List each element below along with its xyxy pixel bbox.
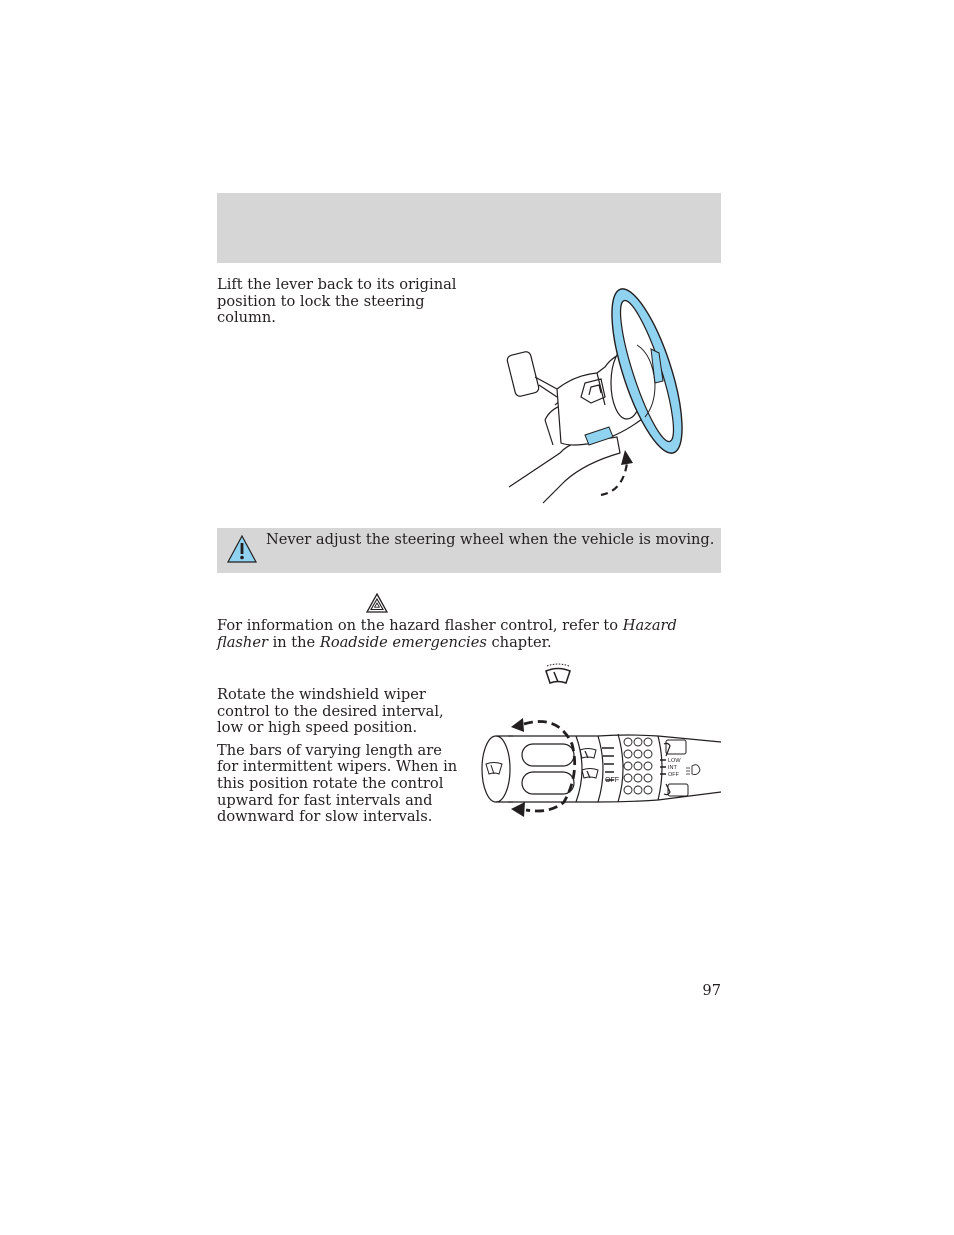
warning-box — [217, 528, 721, 573]
section-header-band — [217, 193, 721, 263]
steering-lock-paragraph: Lift the lever back to its original position to lock the steering column. — [217, 276, 457, 327]
wiper-instructions — [217, 687, 467, 832]
windshield-wiper-icon — [543, 663, 573, 687]
stalk-off-label: OFF — [605, 777, 619, 784]
hazard-flasher-reference: Hazard flasher — [217, 617, 677, 651]
stalk-low-label: LOW — [668, 758, 681, 764]
stalk-int-label: INT — [668, 765, 677, 771]
wiper-paragraph-2: The bars of varying length are for intermittent wipers. When in this position rotate the control upward for fast intervals and downward for slow intervals. — [217, 741, 458, 826]
steering-lock-text — [217, 277, 477, 333]
hazard-triangle-icon — [366, 593, 388, 613]
wiper-stalk-illustration — [478, 714, 721, 820]
warning-text: Never adjust the steering wheel when the vehicle is moving. — [266, 531, 715, 548]
roadside-emergencies-reference: Roadside emergencies — [319, 633, 487, 651]
warning-triangle-icon — [226, 534, 258, 564]
rotate-up-arrow-icon — [511, 718, 524, 732]
stalk-off-2-label: OFF — [668, 772, 679, 778]
hazard-text-3: chapter. — [486, 633, 552, 651]
rotate-down-arrow-icon — [511, 802, 525, 817]
hazard-text-1: For information on the hazard flasher control, refer to — [217, 617, 623, 634]
steering-wheel-illustration — [505, 285, 700, 510]
page-number: 97 — [702, 982, 721, 999]
wiper-paragraph-1: Rotate the windshield wiper control to the desired interval, low or high speed position. — [217, 686, 444, 737]
hazard-text-2: in the — [267, 633, 320, 651]
hazard-info-text — [217, 618, 721, 651]
